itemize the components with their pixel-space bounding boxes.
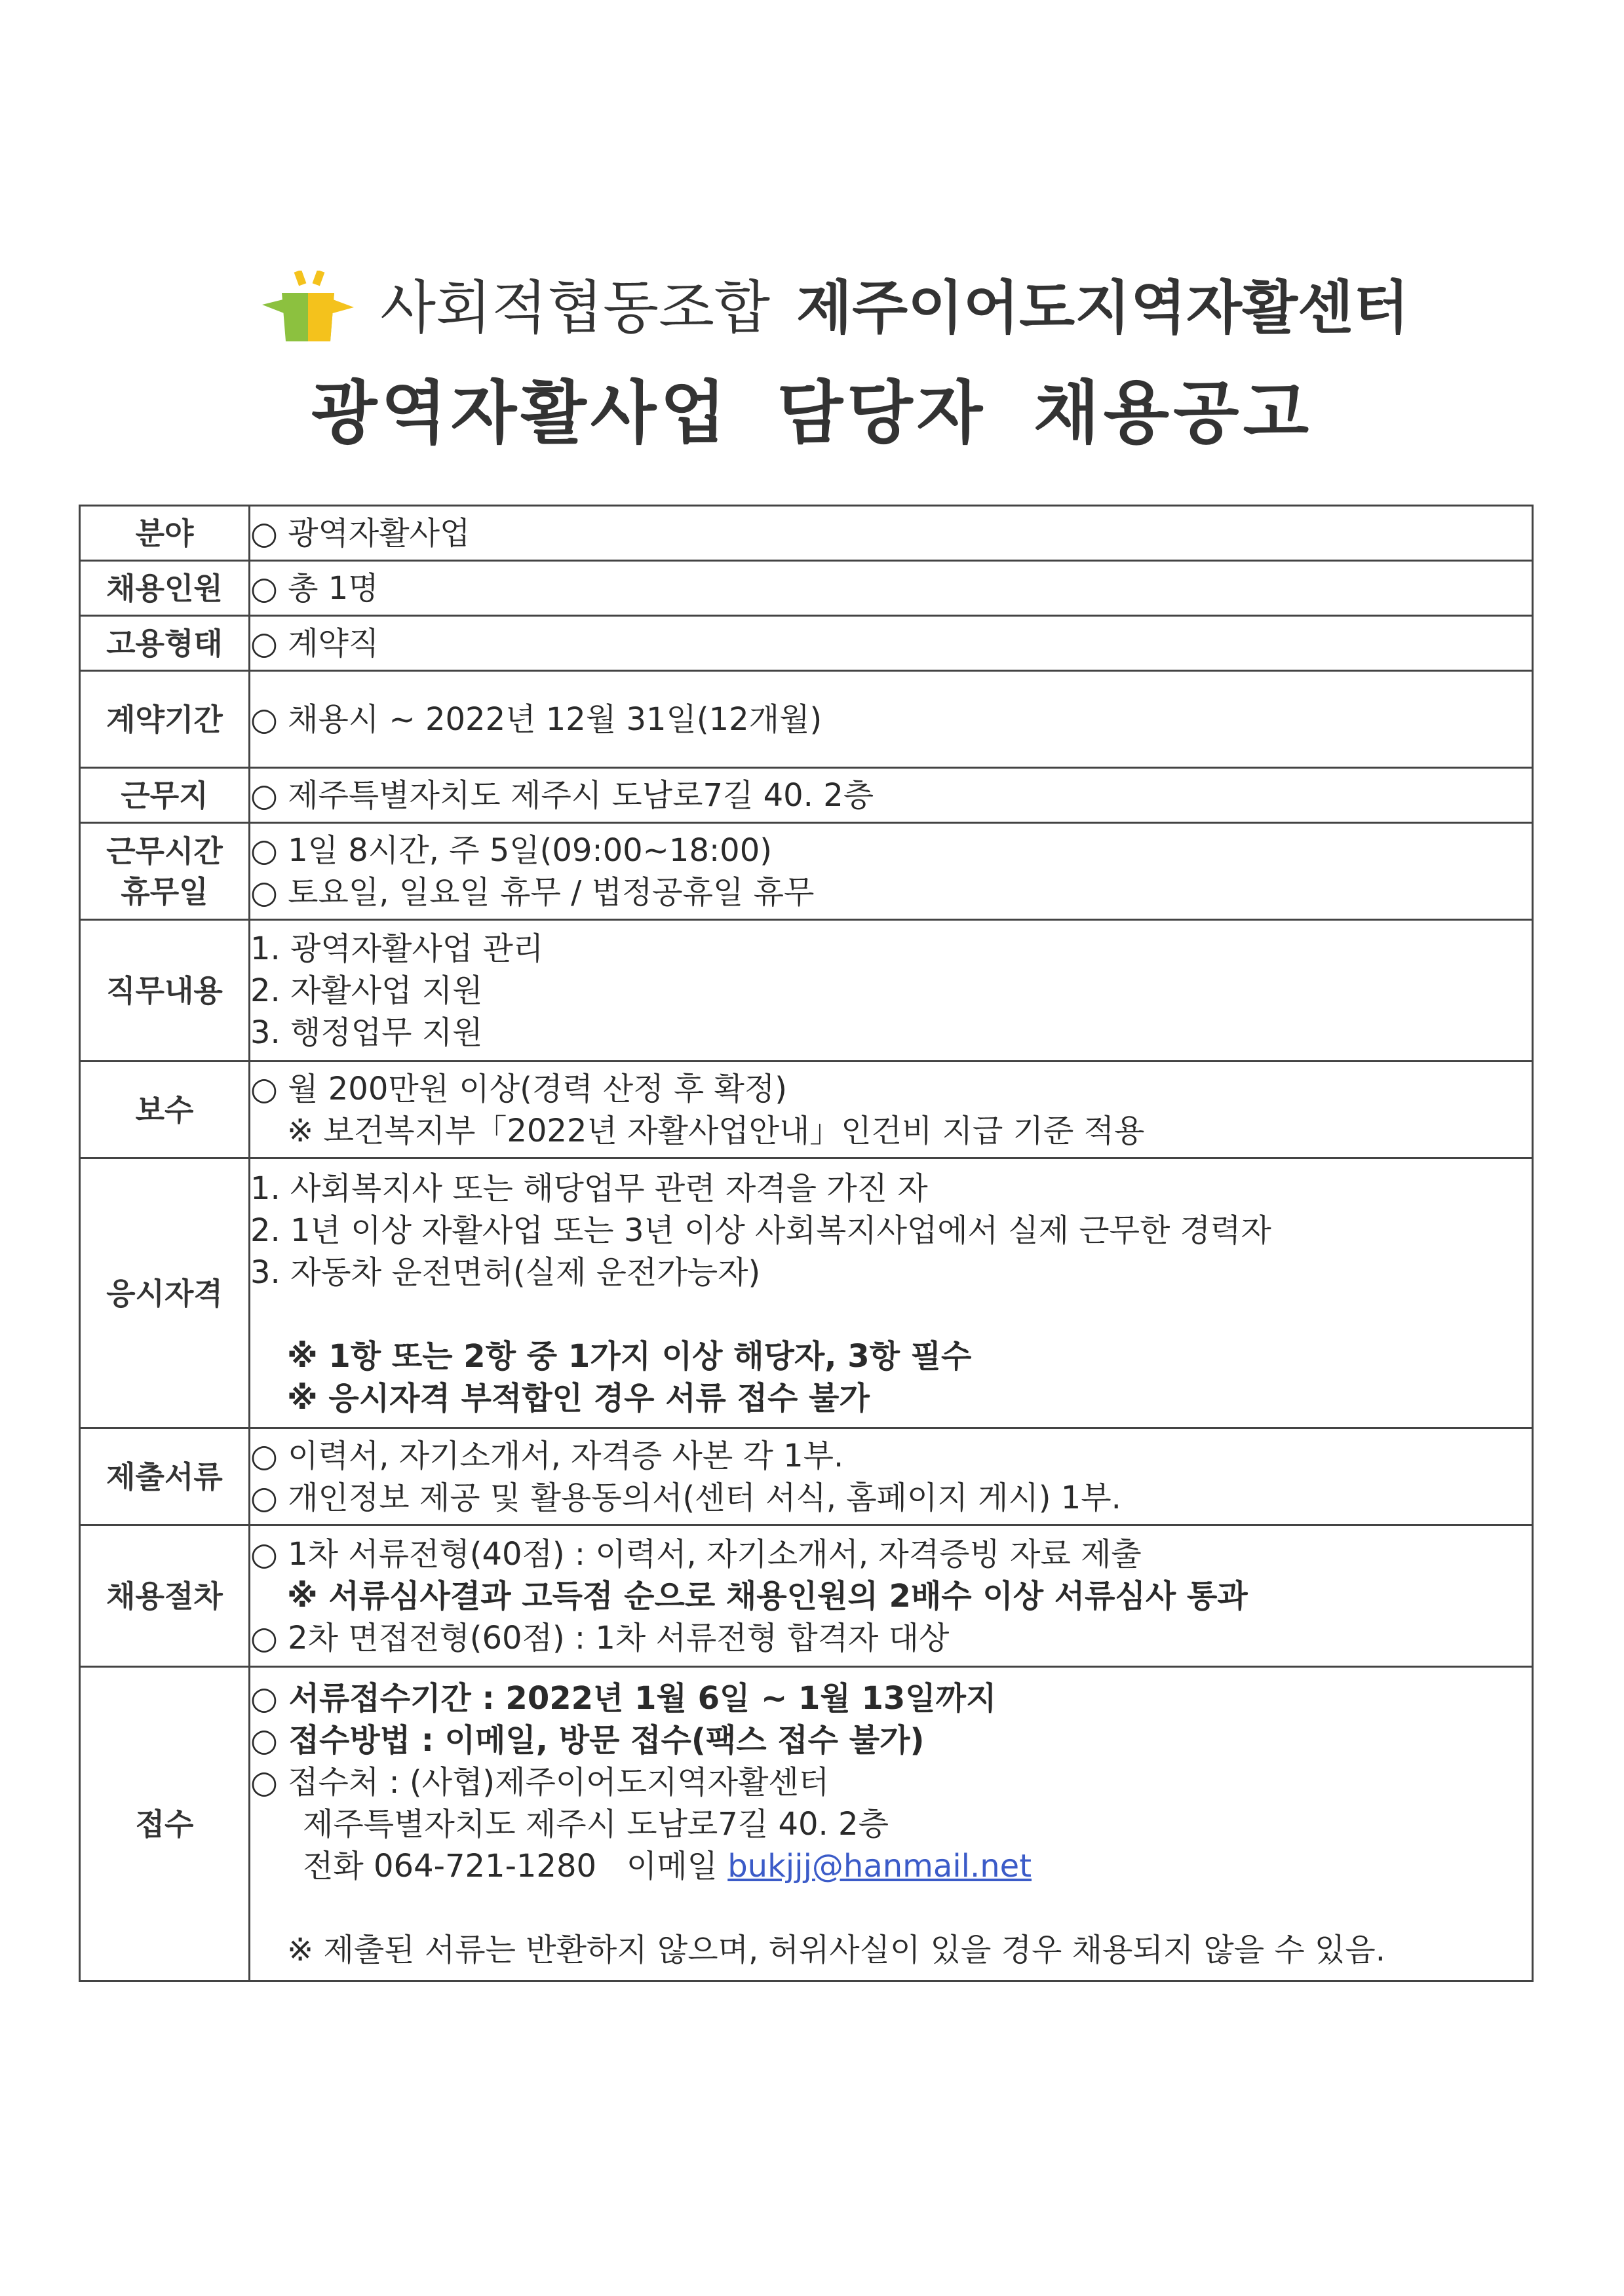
row-content: ○ 월 200만원 이상(경력 산정 후 확정) ※ 보건복지부「2022년 자활사업안내」인건비 지급 기준 적용	[250, 1062, 1533, 1158]
row-workplace	[80, 768, 1533, 823]
phone-number: 064-721-1280	[374, 1847, 597, 1885]
row-employment-type	[80, 616, 1533, 671]
email-link[interactable]: bukjjj@hanmail.net	[727, 1847, 1032, 1885]
application-period: ○ 서류접수기간 : 2022년 1월 6일 ~ 1월 13일까지	[250, 1679, 997, 1717]
row-application	[80, 1667, 1533, 1981]
org-header	[262, 259, 1442, 357]
row-field	[80, 506, 1533, 561]
row-content: ○ 이력서, 자기소개서, 자격증 사본 각 1부. ○ 개인정보 제공 및 활용동의서(센터 서식, 홈페이지 게시) 1부.	[250, 1428, 1533, 1525]
org-name	[380, 272, 1409, 344]
contact-line: 전화 064-721-1280 이메일 bukjjj@hanmail.net	[303, 1847, 1032, 1885]
row-headcount	[80, 561, 1533, 616]
row-label: 직무내용	[80, 920, 250, 1062]
row-label: 채용절차	[80, 1525, 250, 1667]
row-content	[250, 1667, 1533, 1981]
row-label: 접수	[80, 1667, 250, 1981]
row-procedure	[80, 1525, 1533, 1667]
application-place: ○ 접수처 : (사협)제주이어도지역자활센터	[250, 1763, 830, 1801]
row-content: 1. 광역자활사업 관리 2. 자활사업 지원 3. 행정업무 지원	[250, 920, 1533, 1062]
recruitment-table	[79, 505, 1534, 1982]
row-content: ○ 광역자활사업	[250, 506, 1533, 561]
page-title	[0, 367, 1624, 459]
row-content: 1. 사회복지사 또는 해당업무 관련 자격을 가진 자 2. 1년 이상 자활사업 또는 3년 이상 사회복지사업에서 실제 근무한 경력자 3. 자동차 운전면허(실제 운전가능자) ※ 1항 또는 2항 중 1가지 이상 해당자, 3항 필수 ※ 응시자격 부적합인 경우 서류 접수 불가	[250, 1158, 1533, 1428]
row-documents	[80, 1428, 1533, 1525]
row-duties	[80, 920, 1533, 1062]
row-content: ○ 제주특별자치도 제주시 도남로7길 40. 2층	[250, 768, 1533, 823]
row-content: ○ 1일 8시간, 주 5일(09:00~18:00) ○ 토요일, 일요일 휴무 / 법정공휴일 휴무	[250, 823, 1533, 920]
row-contract-period	[80, 671, 1533, 768]
title-part: 광역자활사업	[311, 372, 730, 453]
title-part: 담당자	[777, 372, 987, 453]
qualification-note: ※ 응시자격 부적합인 경우 서류 접수 불가	[287, 1379, 870, 1417]
row-content: ○ 총 1명	[250, 561, 1533, 616]
center-logo-icon	[262, 271, 354, 343]
row-content: ○ 계약직	[250, 616, 1533, 671]
title-part: 채용공고	[1034, 372, 1313, 453]
row-label: 분야	[80, 506, 250, 561]
row-salary	[80, 1062, 1533, 1158]
row-label: 근무시간 휴무일	[80, 823, 250, 920]
row-label: 응시자격	[80, 1158, 250, 1428]
center-name: 제주이어도지역자활센터	[796, 274, 1410, 341]
row-label: 채용인원	[80, 561, 250, 616]
row-label: 계약기간	[80, 671, 250, 768]
row-work-hours	[80, 823, 1533, 920]
row-content: ○ 채용시 ~ 2022년 12월 31일(12개월)	[250, 671, 1533, 768]
row-label: 제출서류	[80, 1428, 250, 1525]
application-address: 제주특별자치도 제주시 도남로7길 40. 2층	[303, 1805, 889, 1843]
org-type: 사회적협동조합	[380, 274, 771, 341]
application-method: ○ 접수방법 : 이메일, 방문 접수(팩스 접수 불가)	[250, 1721, 925, 1759]
procedure-note: ※ 서류심사결과 고득점 순으로 채용인원의 2배수 이상 서류심사 통과	[287, 1577, 1248, 1615]
row-label: 고용형태	[80, 616, 250, 671]
qualification-note: ※ 1항 또는 2항 중 1가지 이상 해당자, 3항 필수	[287, 1337, 972, 1375]
row-label: 근무지	[80, 768, 250, 823]
application-notice: ※ 제출된 서류는 반환하지 않으며, 허위사실이 있을 경우 채용되지 않을 수 있음.	[287, 1931, 1385, 1968]
row-label: 보수	[80, 1062, 250, 1158]
row-qualifications	[80, 1158, 1533, 1428]
row-content: ○ 1차 서류전형(40점) : 이력서, 자기소개서, 자격증빙 자료 제출 ※ 서류심사결과 고득점 순으로 채용인원의 2배수 이상 서류심사 통과 ○ 2차 면접전형(60점) : 1차 서류전형 합격자 대상	[250, 1525, 1533, 1667]
